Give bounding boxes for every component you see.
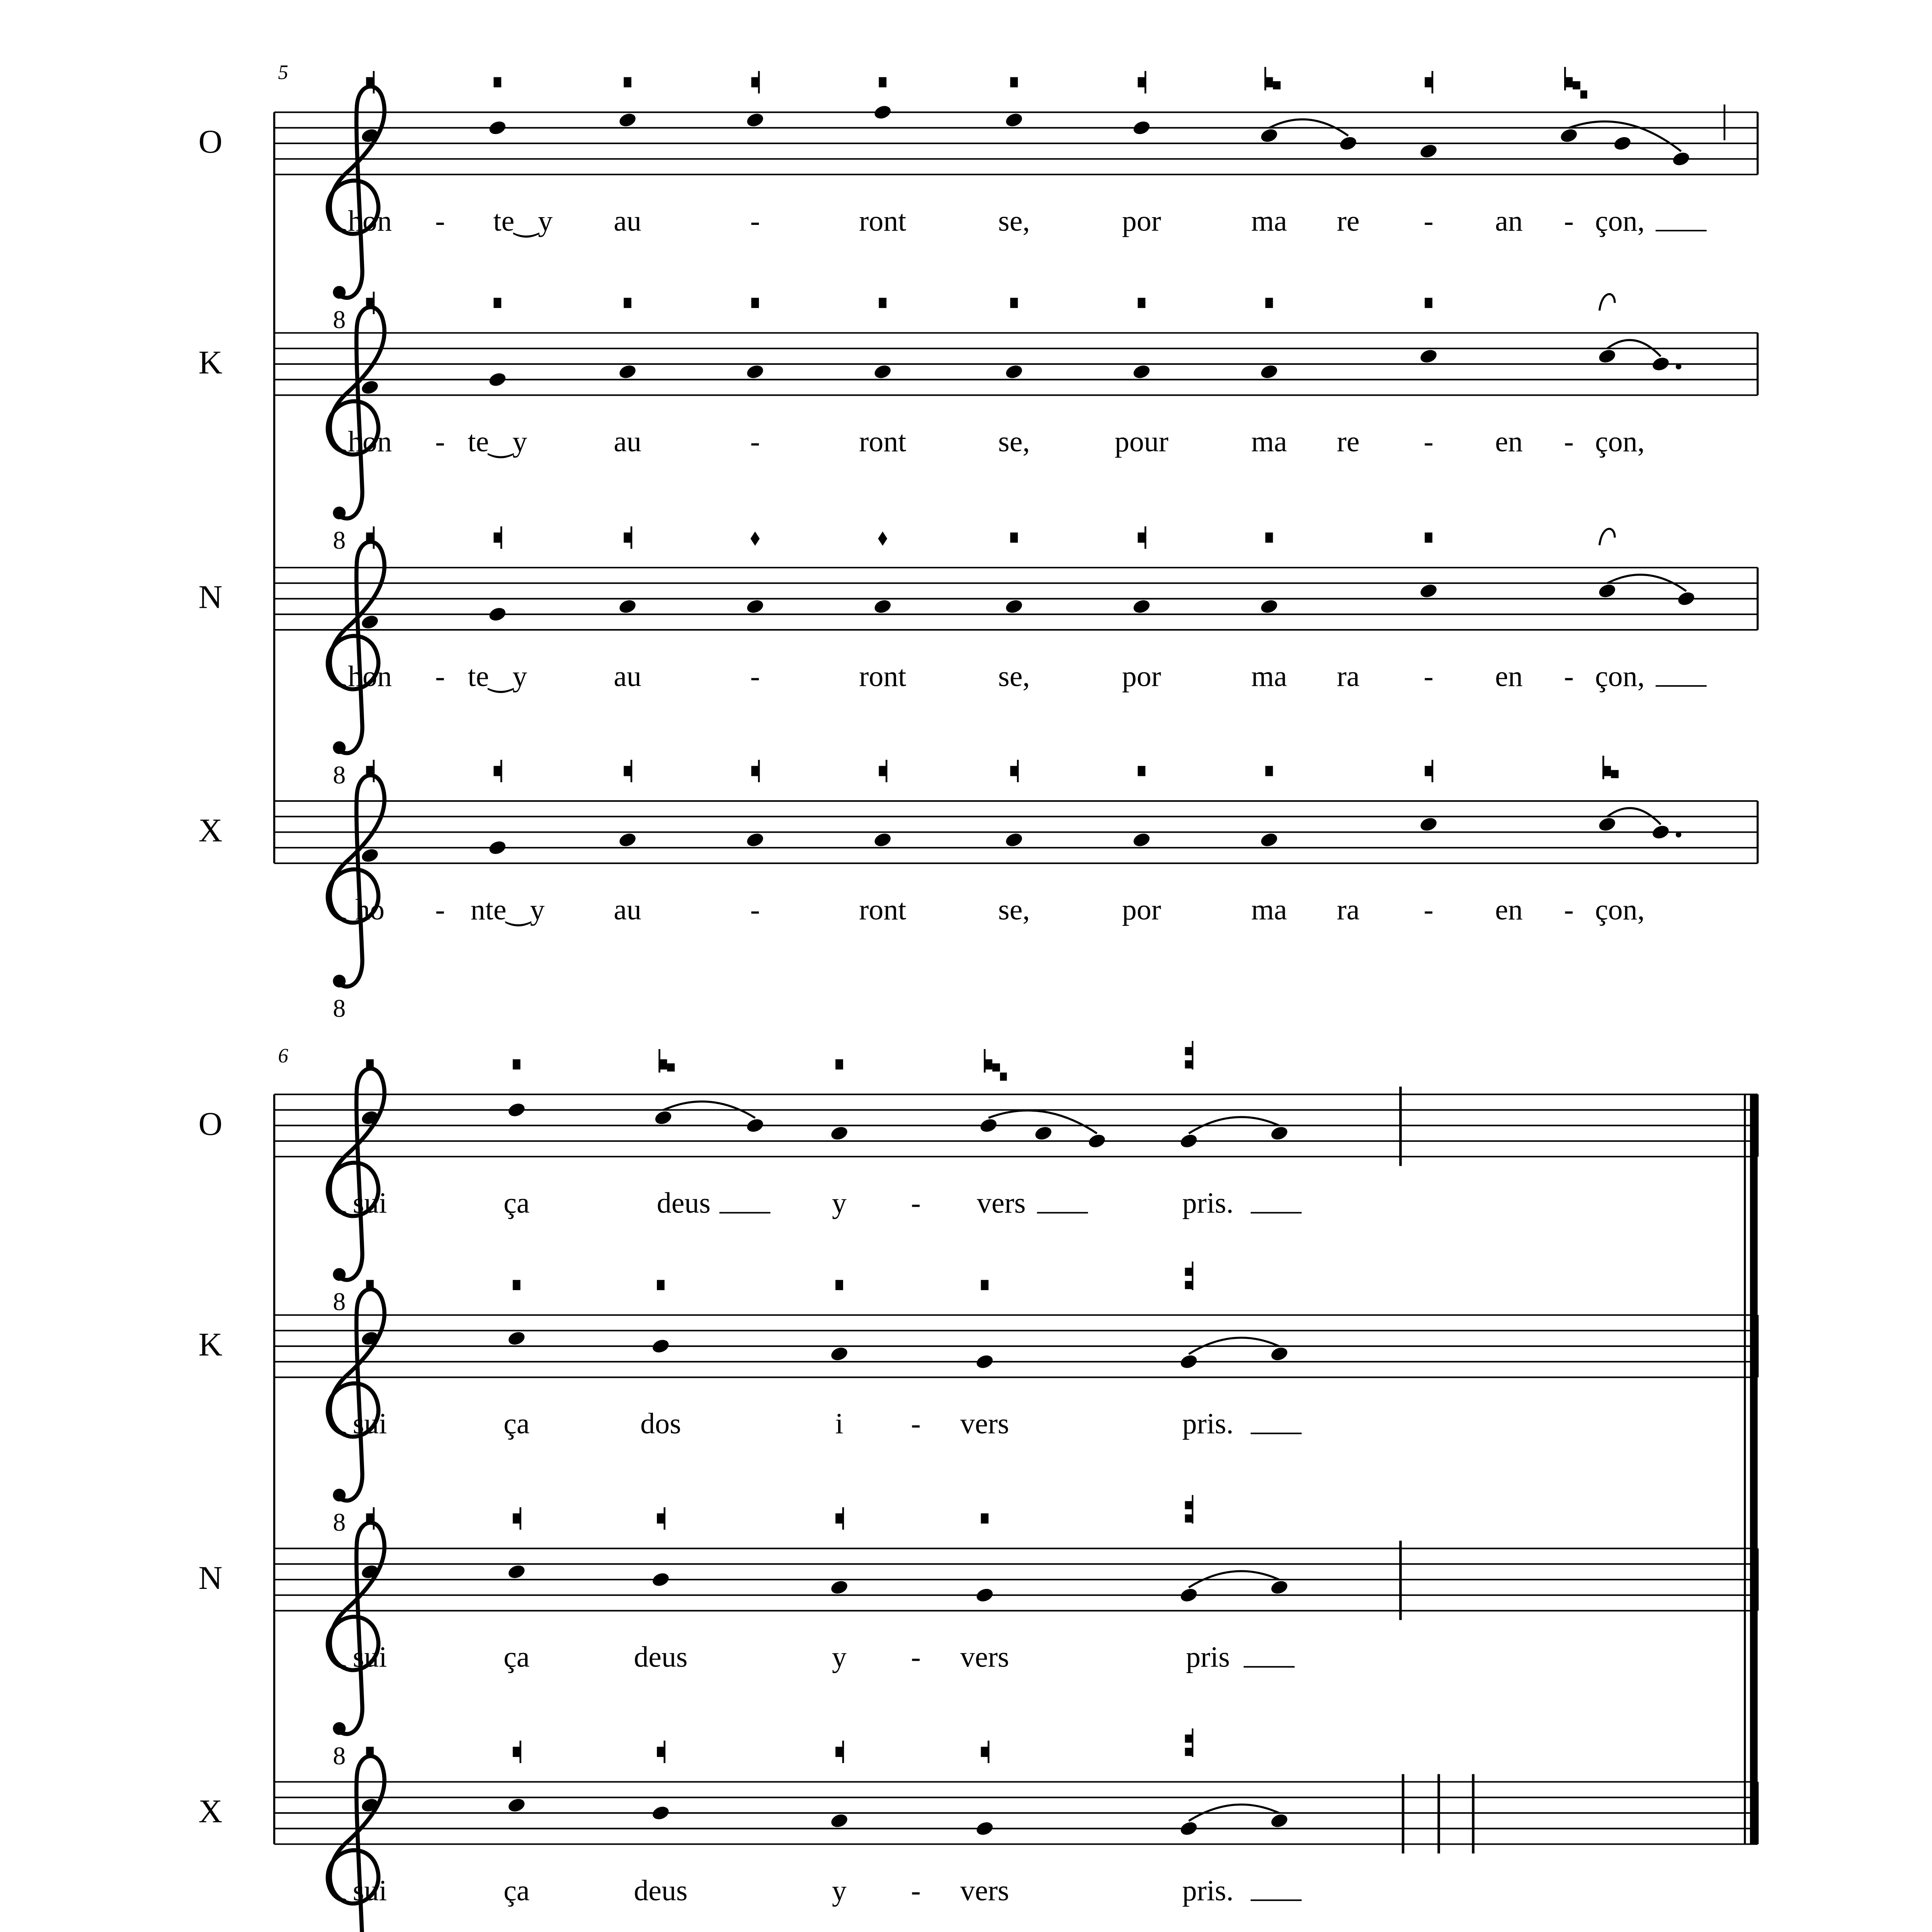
lyric-syllable: por [1122,893,1161,926]
lyric-syllable: - [435,204,445,237]
lyric-syllable: au [614,893,641,926]
note-head-icon [1338,135,1358,152]
lyric-syllable: - [750,893,760,926]
lyric-syllable: hon [348,660,392,693]
lyric-syllable: vers [960,1407,1009,1440]
note-head-icon [651,1804,670,1821]
lyric-syllable: vers [960,1874,1009,1907]
mensural-sign-icon [657,1507,665,1530]
mensural-sign-icon [624,526,631,549]
lyric-syllable: se, [998,893,1030,926]
mensural-sign-icon [1185,1495,1193,1524]
lyric-syllable: se, [998,204,1030,237]
note-head-icon [1259,598,1279,615]
staff-o [199,67,1758,334]
lyric-syllable: çon, [1595,893,1645,926]
mensural-sign-icon [493,77,501,87]
measure-number: 6 [278,1044,289,1067]
lyric-syllable: - [1423,893,1434,926]
note-head-icon [360,1563,380,1580]
lyric-syllable: pris. [1182,1407,1234,1440]
note-head-icon [873,832,893,849]
lyric-syllable: sui [352,1187,387,1219]
mensural-sign-icon [366,71,374,94]
note-head-icon [488,119,507,136]
lyric-syllable: - [1564,425,1574,458]
lyric-syllable: se, [998,660,1030,693]
note-head-icon [1132,363,1151,380]
mensural-sign-icon [1185,1728,1193,1757]
lyric-syllable: - [911,1187,921,1219]
note-head-icon [1004,598,1024,615]
staff-x [199,756,1758,1023]
note-head-icon [1676,590,1696,607]
note-head-icon [507,1330,526,1347]
note-head-icon [1132,832,1151,849]
lyric-syllable: vers [977,1187,1026,1219]
lyric-syllable: - [1423,204,1434,237]
mensural-sign-icon [366,526,374,549]
note-head-icon [975,1587,995,1604]
mensural-sign-icon [1138,526,1145,549]
mensural-sign-icon [1138,71,1145,94]
mensural-sign-icon [366,1280,374,1290]
lyric-syllable: pris. [1182,1874,1234,1907]
note-head-icon [1269,1345,1289,1362]
note-head-icon [488,371,507,388]
mensural-sign-icon [1010,532,1018,543]
lyric-syllable: ra [1337,893,1360,926]
mensural-sign-icon [513,1507,520,1530]
lyric-syllable: ma [1251,893,1287,926]
voice-label: K [198,1326,223,1363]
mensural-sign-icon [624,77,631,87]
mensural-sign-icon [1265,67,1281,90]
lyric-syllable: au [614,425,641,458]
note-head-icon [1179,1587,1199,1604]
lyric-syllable: y [832,1874,847,1907]
mensural-sign-icon [835,1059,843,1069]
mensural-sign-icon [1425,760,1432,782]
note-head-icon [1179,1820,1199,1837]
lyric-syllable: ça [503,1407,530,1440]
lyric-syllable: sui [352,1641,387,1673]
lyric-syllable: au [614,204,641,237]
note-head-icon [360,379,380,396]
staff-o [199,1041,1758,1316]
note-head-icon [829,1125,849,1142]
mensural-sign-icon [751,298,759,308]
note-head-icon [1034,1125,1053,1142]
lyric-syllable: deus [634,1874,688,1907]
mensural-sign-icon [624,298,631,308]
lyric-syllable: en [1495,425,1523,458]
note-head-icon [1179,1353,1199,1370]
note-head-icon [873,363,893,380]
voice-label: N [198,1560,223,1597]
note-head-icon [745,598,765,615]
lyric-syllable: vers [960,1641,1009,1673]
lyric-syllable: ça [503,1641,530,1673]
note-head-icon [1132,598,1151,615]
note-head-icon [975,1820,995,1837]
mensural-sign-icon [624,760,631,782]
lyric-syllable: - [750,204,760,237]
lyric-syllable: ront [859,204,906,237]
lyric-syllable: ront [859,425,906,458]
note-head-icon [488,839,507,856]
octave-eight-label: 8 [333,305,346,334]
voice-label: O [198,123,223,160]
note-head-icon [1004,363,1024,380]
mensural-sign-icon [1010,760,1018,782]
system-2 [199,1041,1758,1932]
mensural-sign-icon [1425,532,1432,543]
note-head-icon [873,598,893,615]
mensural-sign-icon [1265,298,1273,308]
mensural-sign-icon [1185,1262,1193,1290]
voice-label: X [198,1793,223,1830]
note-head-icon [1004,832,1024,849]
note-head-icon [617,832,637,849]
mensural-sign-icon [1603,756,1619,779]
mensural-sign-icon [1185,1041,1193,1070]
lyric-syllable: ça [503,1187,530,1219]
note-head-icon [1597,582,1617,599]
lyric-syllable: re [1337,425,1360,458]
lyric-syllable: - [911,1641,921,1673]
lyric-syllable: se, [998,425,1030,458]
note-head-icon [1269,1125,1289,1142]
lyric-syllable: - [435,893,445,926]
lyric-syllable: - [1423,425,1434,458]
mensural-sign-icon [366,1059,374,1069]
lyric-syllable: ho [355,893,385,926]
mensural-sign-icon [835,1280,843,1290]
lyric-syllable: hon [348,204,392,237]
lyric-syllable: ra [1337,660,1360,693]
mensural-sign-icon [751,760,759,782]
lyric-syllable: - [911,1874,921,1907]
mensural-sign-icon [981,1514,988,1524]
lyric-syllable: por [1122,204,1161,237]
lyric-syllable: - [1564,204,1574,237]
mensural-sign-icon [751,71,759,94]
final-barline-thick [1750,1094,1758,1844]
note-head-icon [653,1109,673,1126]
mensural-sign-icon [879,298,886,308]
lyric-syllable: - [911,1407,921,1440]
note-head-icon [1179,1133,1199,1150]
note-head-icon [617,363,637,380]
mensural-sign-icon [1010,298,1018,308]
octave-eight-label: 8 [333,761,346,789]
mensural-sign-icon [366,1747,374,1757]
note-head-icon [1612,135,1632,152]
note-head-icon [1004,112,1024,129]
lyric-syllable: çon, [1595,425,1645,458]
note-head-icon [745,832,765,849]
note-head-icon [1419,143,1439,160]
mensural-sign-icon [1138,298,1145,308]
note-head-icon [1259,127,1279,144]
staff-k [199,1262,1758,1537]
octave-eight-label: 8 [333,1287,346,1316]
note-head-icon [1269,1812,1289,1829]
lyric-syllable: an [1495,204,1523,237]
lyric-syllable: te‿y [468,425,527,458]
note-head-icon [507,1101,526,1118]
note-head-icon [507,1563,526,1580]
note-head-icon [745,363,765,380]
note-head-icon [507,1797,526,1814]
mensural-sign-icon [981,1741,988,1763]
mensural-sign-icon [513,1280,520,1290]
mensural-sign-icon [660,1049,675,1073]
note-head-icon [1597,816,1617,833]
lyric-syllable: y [832,1187,847,1219]
lyric-syllable: ça [503,1874,530,1907]
lyric-syllable: hon [348,425,392,458]
mensural-sign-icon [835,1741,843,1763]
lyric-syllable: ma [1251,425,1287,458]
mensural-sign-icon [1565,67,1587,99]
mensural-sign-icon [366,760,374,782]
lyric-syllable: au [614,660,641,693]
note-head-icon [1419,816,1439,833]
octave-eight-label: 8 [333,526,346,554]
octave-eight-label: 8 [333,1508,346,1537]
note-head-icon [1559,127,1579,144]
note-head-icon [975,1353,995,1370]
mensural-sign-icon [1010,77,1018,87]
lyric-syllable: por [1122,660,1161,693]
octave-eight-label: 8 [333,994,346,1023]
lyric-syllable: çon, [1595,204,1645,237]
note-head-icon [1269,1579,1289,1596]
lyric-syllable: sui [352,1874,387,1907]
note-head-icon [1132,119,1151,136]
octave-eight-label: 8 [333,1742,346,1770]
mensural-sign-icon [1265,532,1273,543]
note-head-icon [1597,348,1617,365]
staff-n [199,1495,1758,1770]
lyric-syllable: - [1423,660,1434,693]
mensural-sign-icon [878,531,887,546]
voice-label: K [198,344,223,381]
staff-n [199,526,1758,789]
mensural-sign-icon [879,77,886,87]
note-head-icon [1259,832,1279,849]
lyric-syllable: nte‿y [470,893,545,926]
voice-label: O [198,1105,223,1142]
mensural-sign-icon [1599,529,1615,546]
lyric-syllable: ront [859,660,906,693]
lyric-syllable: - [750,660,760,693]
mensural-sign-icon [985,1049,1007,1081]
mensural-sign-icon [1138,766,1145,776]
mensural-sign-icon [366,1507,374,1530]
mensural-sign-icon [657,1280,665,1290]
lyric-syllable: - [435,660,445,693]
note-head-icon [829,1579,849,1596]
lyric-syllable: pris [1186,1641,1230,1673]
lyric-syllable: re [1337,204,1360,237]
lyric-syllable: deus [656,1187,711,1219]
lyric-syllable: - [750,425,760,458]
lyric-syllable: ront [859,893,906,926]
lyric-syllable: i [835,1407,844,1440]
mensural-sign-icon [657,1741,665,1763]
mensural-sign-icon [513,1741,520,1763]
measure-number: 5 [278,61,289,84]
lyric-syllable: ma [1251,660,1287,693]
mensural-sign-icon [1599,294,1615,311]
mensural-sign-icon [835,1507,843,1530]
note-head-icon [360,1797,380,1814]
voice-label: X [198,812,223,849]
note-head-icon [745,1117,765,1134]
mensural-sign-icon [981,1280,988,1290]
lyric-syllable: pour [1114,425,1168,458]
mensural-sign-icon [493,760,501,782]
note-head-icon [651,1571,670,1588]
mensural-sign-icon [1265,766,1273,776]
lyric-syllable: te‿y [493,204,553,237]
mensural-sign-icon [1425,71,1432,94]
mensural-sign-icon [366,292,374,314]
lyric-syllable: en [1495,893,1523,926]
note-head-icon [829,1345,849,1362]
lyric-syllable: te‿y [468,660,527,693]
lyric-syllable: - [435,425,445,458]
note-head-icon [745,112,765,129]
note-head-icon [1419,348,1439,365]
note-head-icon [360,847,380,864]
note-head-icon [617,598,637,615]
note-head-icon [617,112,637,129]
lyric-syllable: deus [634,1641,688,1673]
lyric-syllable: çon, [1595,660,1645,693]
lyric-syllable: ma [1251,204,1287,237]
note-head-icon [1087,1133,1107,1150]
note-head-icon [1419,582,1439,599]
lyric-syllable: - [1564,893,1574,926]
note-head-icon [1259,363,1279,380]
note-head-icon [873,104,893,121]
mensural-sign-icon [493,526,501,549]
note-head-icon [979,1117,998,1134]
lyric-syllable: y [832,1641,847,1673]
note-head-icon [1671,150,1691,167]
mensural-sign-icon [750,531,760,546]
mensural-sign-icon [513,1059,520,1069]
note-head-icon [651,1338,670,1355]
lyric-syllable: pris. [1182,1187,1234,1219]
lyric-syllable: dos [640,1407,681,1440]
mensural-sign-icon [879,760,886,782]
lyric-syllable: sui [352,1407,387,1440]
mensural-sign-icon [1425,298,1432,308]
note-head-icon [360,127,380,144]
mensural-sign-icon [493,298,501,308]
note-head-icon [829,1812,849,1829]
staff-x [199,1728,1758,1932]
note-head-icon [360,614,380,631]
voice-label: N [198,578,223,616]
system-1 [199,61,1758,1023]
lyric-syllable: - [1564,660,1574,693]
note-head-icon [360,1109,380,1126]
lyric-syllable: en [1495,660,1523,693]
staff-k [199,292,1758,554]
note-head-icon [360,1330,380,1347]
note-head-icon [488,606,507,623]
